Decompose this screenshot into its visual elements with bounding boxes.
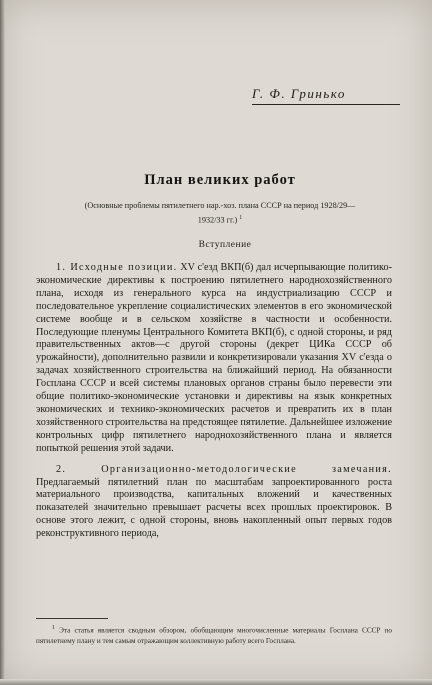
paragraph-1	[36, 262, 392, 456]
footnote-divider	[36, 618, 108, 619]
footnote-text: Эта статья является сводным обзором, обобщающим многочисленные материалы Госплана СССР по пятилетнему плану и тем самым отражающим коллективную работу всего Госплана.	[36, 626, 392, 646]
article-subtitle	[75, 200, 365, 227]
article-title: План великих работ	[144, 172, 296, 188]
footnote-mark: 1	[52, 625, 55, 631]
paragraph-2	[36, 464, 392, 541]
paragraph-2-text: Предлагаемый пятилетний план по масштабам запроектированного роста материального производства, капитальных вложений и качественных показателей значительно превышает расчеты всех прошлых проектировок. В основе этого лежит, с одной стороны, вновь накопленный опыт первых годов реконструктивного периода,	[36, 476, 392, 540]
author-name: Г. Ф. Гринько	[252, 86, 346, 101]
paragraph-1-text: XV с'езд ВКП(б) дал исчерпывающие политико-экономические директивы к построению пятилетнего народнохозяйственного плана, исходя из генерального курса на индустриализацию СССР и последовательное укрепление социалистических элементов в его экономической системе вообще и в сельском хозяйстве в частности и особенности. Последующие пленумы Центрального Комитета ВКП(б), с одной стороны, и ряд правительственных актов—с другой стороны (декрет ЦИКа СССР об урожайности), дополнительно развили и конкретизировали указания XV с'езда о задачах хозяйственного строительства на ближайший период. На обязанности Госплана СССР и всей системы плановых органов страны было перевести эти общие политико-экономические установки и директивы на язык конкретных экономических и технико-экономических расчетов и превратить их в план хозяйственного строительства на предстоящее пятилетие. Дальнейшее изложение контрольных цифр пятилетнего народнохозяйственного плана и является попыткой решения этой задачи.	[36, 262, 392, 454]
subtitle-footnote-mark: 1	[239, 215, 243, 221]
article-body	[36, 262, 392, 541]
author-underline	[252, 104, 400, 105]
subtitle-text: (Основные проблемы пятилетнего нар.-хоз. плана СССР на период 1928/29—1932/33 гг.)	[84, 201, 356, 225]
paragraph-1-lead: 1. Исходные позиции.	[56, 262, 178, 273]
paragraph-2-lead: 2. Организационно-методологические замечания.	[56, 463, 392, 475]
section-heading: Вступление	[198, 240, 252, 250]
footnote	[36, 623, 392, 647]
